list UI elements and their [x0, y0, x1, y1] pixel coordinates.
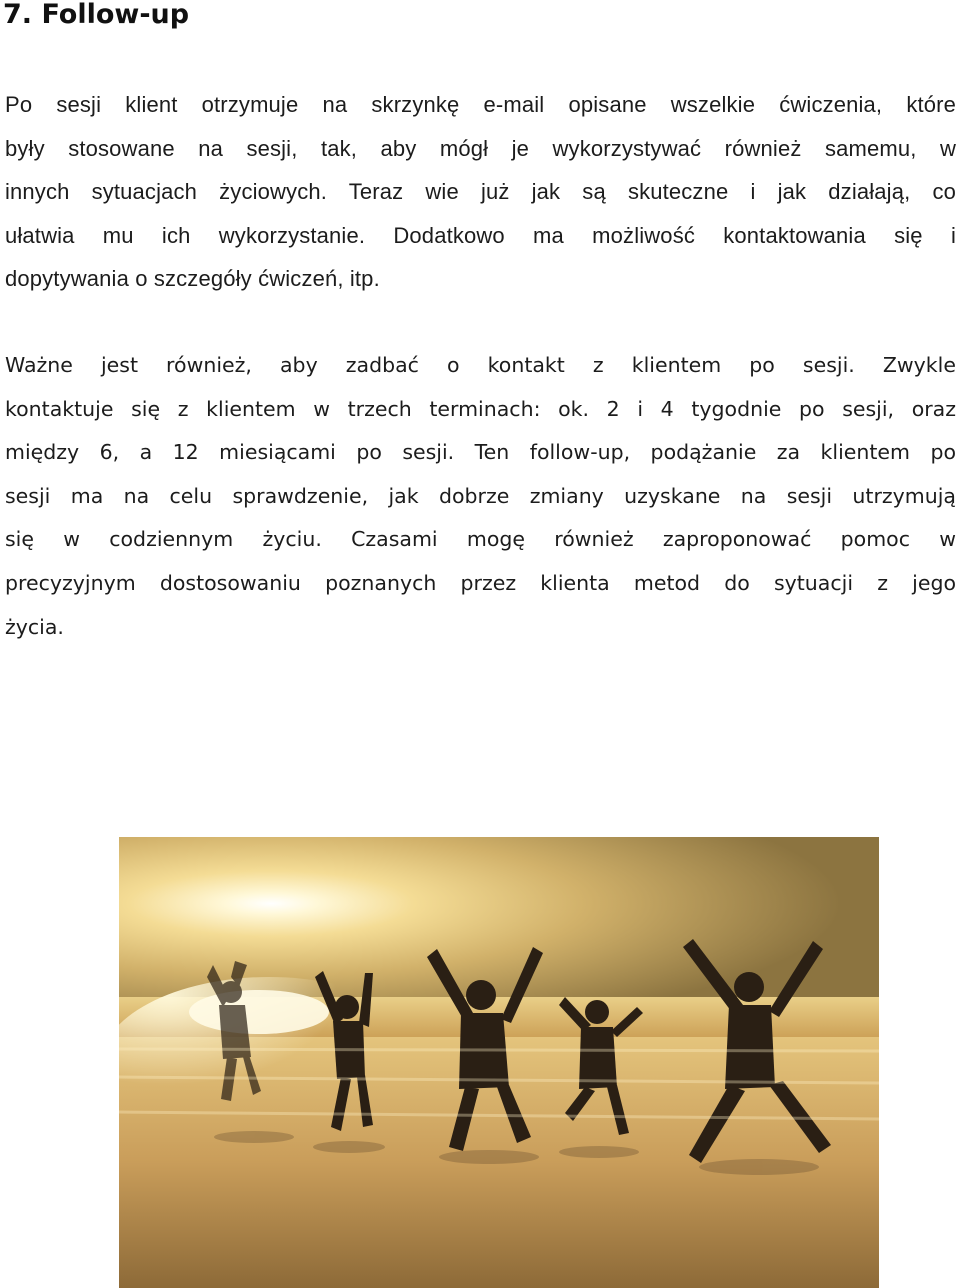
beach-sunset-photo	[119, 837, 879, 1288]
text-line: sesji ma na celu sprawdzenie, jak dobrze zmiany uzyskane na sesji utrzymują	[5, 483, 956, 508]
text-line: życia.	[5, 614, 64, 639]
sun	[189, 990, 329, 1034]
section-heading: 7. Follow-up	[3, 0, 190, 30]
text-line: innych sytuacjach życiowych. Teraz wie już jak są skuteczne i jak działają, co	[5, 179, 956, 205]
text-line: dopytywania o szczegóły ćwiczeń, itp.	[5, 266, 380, 292]
paragraph-after-session	[5, 83, 956, 301]
jumping-people-illustration	[119, 837, 879, 1288]
text-line: kontaktuje się z klientem w trzech terminach: ok. 2 i 4 tygodnie po sesji, oraz	[5, 396, 956, 421]
text-line: Po sesji klient otrzymuje na skrzynkę e-mail opisane wszelkie ćwiczenia, które	[5, 92, 956, 117]
text-line: ułatwia mu ich wykorzystanie. Dodatkowo ma możliwość kontaktowania się i	[5, 222, 956, 248]
paragraph-follow-up-contact	[5, 344, 956, 649]
text-line: Ważne jest również, aby zadbać o kontakt z klientem po sesji. Zwykle	[5, 353, 956, 377]
text-line: były stosowane na sesji, tak, aby mógł je wykorzystywać również samemu, w	[5, 135, 956, 161]
text-line: precyzyjnym dostosowaniu poznanych przez klienta metod do sytuacji z jego	[5, 570, 956, 595]
text-line: się w codziennym życiu. Czasami mogę również zaproponować pomoc w	[5, 527, 956, 552]
text-line: między 6, a 12 miesiącami po sesji. Ten follow-up, podążanie za klientem po	[5, 440, 956, 465]
